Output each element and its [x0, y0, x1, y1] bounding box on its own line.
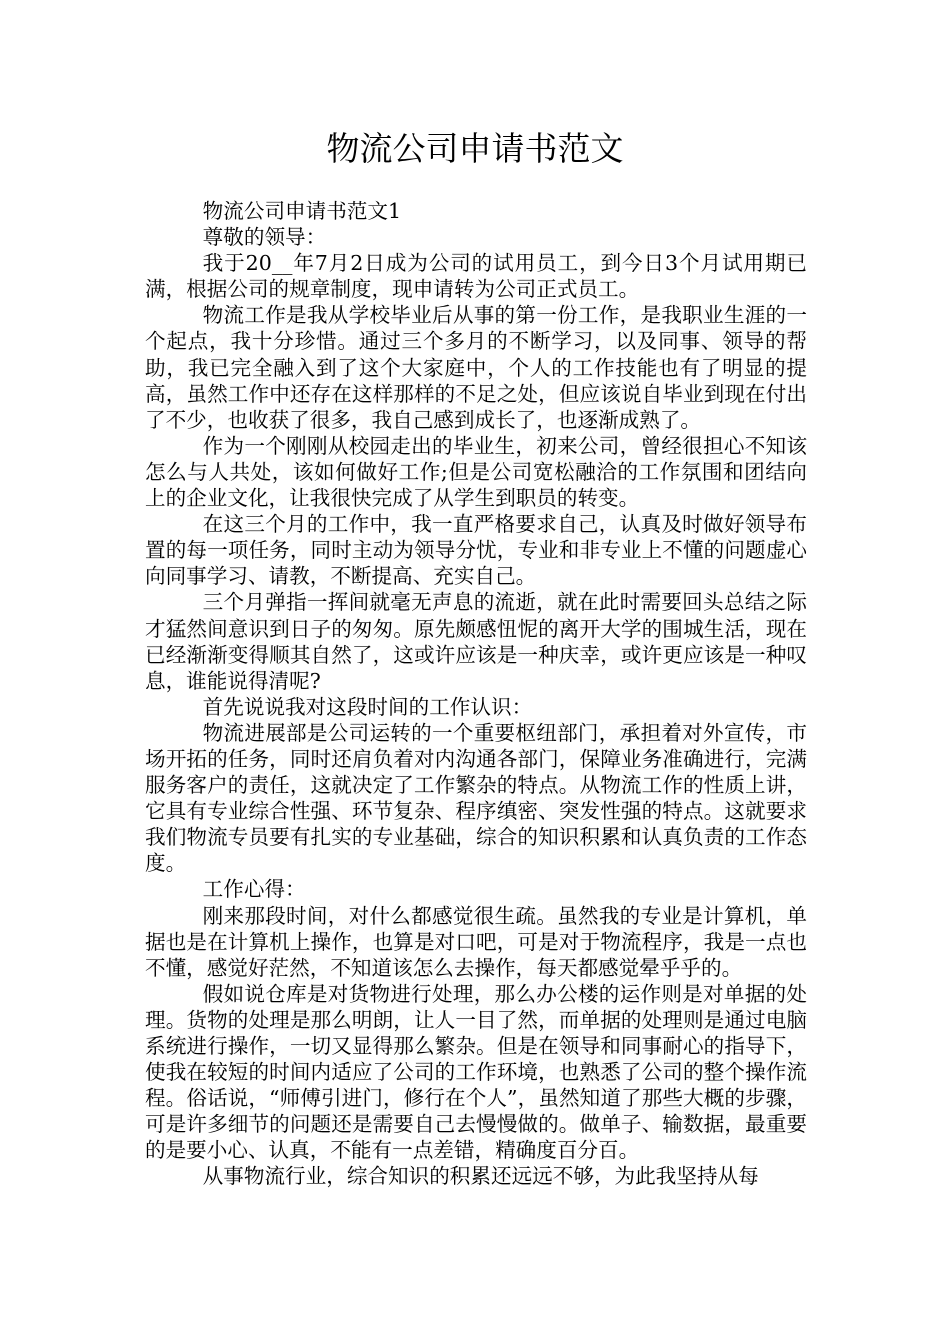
document-title: 物流公司申请书范文: [326, 129, 624, 168]
paragraph: 从事物流行业，综合知识的积累还远远不够，为此我坚持从每: [202, 1164, 759, 1189]
paragraph: 作为一个刚刚从校园走出的毕业生，初来公司，曾经很担心不知该怎么与人共处，该如何做好工作;但是公司宽松融洽的工作氛围和团结向上的企业文化，让我很快完成了从学生到职员的转变。: [145, 433, 807, 511]
document-body: [145, 198, 807, 1190]
paragraph: 我于20__年7月2日成为公司的试用员工，到今日3个月试用期已满，根据公司的规章制度，现申请转为公司正式员工。: [145, 251, 807, 302]
paragraph: 刚来那段时间，对什么都感觉很生疏。虽然我的专业是计算机，单据也是在计算机上操作，也算是对口吧，可是对于物流程序，我是一点也不懂，感觉好茫然，不知道该怎么去操作，每天都感觉晕乎乎的。: [145, 903, 807, 980]
paragraph: 物流进展部是公司运转的一个重要枢纽部门，承担着对外宣传，市场开拓的任务，同时还肩负着对内沟通各部门，保障业务准确进行，完满服务客户的责任，这就决定了工作繁杂的特点。从物流工作的性质上讲，它具有专业综合性强、环节复杂、程序缜密、突发性强的特点。这就要求我们物流专员要有扎实的专业基础，综合的知识积累和认真负责的工作态度。: [145, 720, 807, 876]
paragraph-salutation: 尊敬的领导：: [202, 225, 327, 250]
paragraph: 三个月弹指一挥间就毫无声息的流逝，就在此时需要回头总结之际才猛然间意识到日子的匆匆。原先颇感忸怩的离开大学的围城生活，现在已经渐渐变得顺其自然了，这或许应该是一种庆幸，或许更应该是一种叹息，谁能说得清呢?: [145, 590, 807, 693]
paragraph: 在这三个月的工作中，我一直严格要求自己，认真及时做好领导布置的每一项任务，同时主动为领导分忧，专业和非专业上不懂的问题虚心向同事学习、请教，不断提高、充实自己。: [145, 512, 807, 589]
paragraph: 假如说仓库是对货物进行处理，那么办公楼的运作则是对单据的处理。货物的处理是那么明朗，让人一目了然，而单据的处理则是通过电脑系统进行操作，一切又显得那么繁杂。但是在领导和同事耐心的指导下，使我在较短的时间内适应了公司的工作环境，也熟悉了公司的整个操作流程。俗话说，“师傅引进门，修行在个人”，虽然知道了那些大概的步骤，可是许多细节的问题还是需要自己去慢慢做的。做单子、输数据，最重要的是要小心、认真，不能有一点差错，精确度百分百。: [145, 981, 807, 1163]
paragraph: 物流工作是我从学校毕业后从事的第一份工作，是我职业生涯的一个起点，我十分珍惜。通过三个多月的不断学习，以及同事、领导的帮助，我已完全融入到了这个大家庭中，个人的工作技能也有了明显的提高，虽然工作中还存在这样那样的不足之处，但应该说自毕业到现在付出了不少，也收获了很多，我自己感到成长了，也逐渐成熟了。: [145, 303, 807, 432]
paragraph-subheading: 首先说说我对这段时间的工作认识：: [202, 694, 533, 719]
paragraph-subheading: 工作心得：: [202, 877, 306, 902]
paragraph-heading: 物流公司申请书范文1: [202, 199, 402, 223]
